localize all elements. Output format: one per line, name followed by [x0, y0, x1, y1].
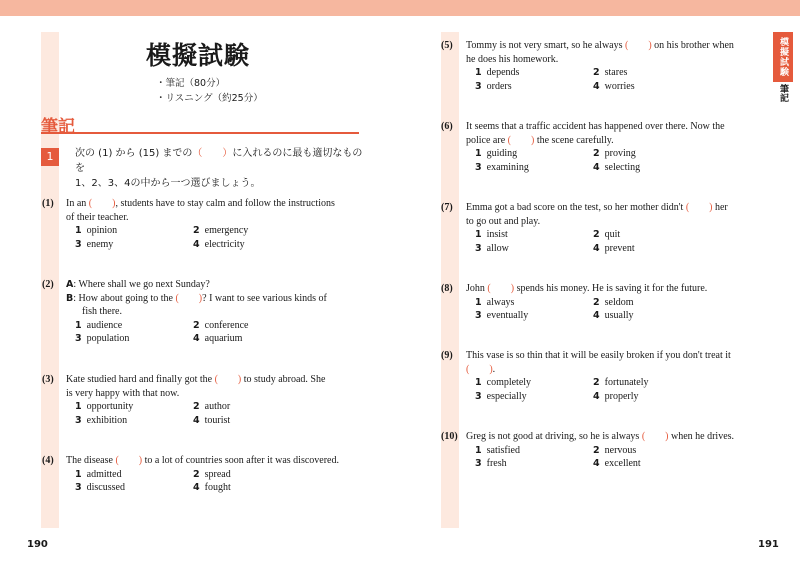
option-3[interactable]: 3 discussed — [75, 482, 125, 493]
answer-blank: ( ) — [507, 134, 535, 146]
question-1: (1) In an ( ), students have to stay calm and follow the instructions of their teacher. 1 opinion 2 emergency 3 enemy 4 electricity — [66, 197, 366, 251]
dialogue-a: A: Where shall we go next Sunday? — [66, 279, 210, 290]
option-3[interactable]: 3 allow — [475, 242, 509, 254]
question-stem: Greg is not good at driving, so he is always ( ) when he drives. — [466, 431, 735, 442]
question-stem: ( ). — [466, 363, 496, 375]
option-4[interactable]: 4 fought — [193, 482, 231, 493]
option-2[interactable]: 2 nervous — [593, 444, 637, 456]
option-2[interactable]: 2 seldom — [593, 296, 634, 308]
answer-options — [75, 400, 366, 427]
answer-options — [75, 319, 366, 346]
option-4[interactable]: 4 electricity — [193, 238, 245, 250]
question-stem: In an ( ), students have to stay calm and follow the instructions — [66, 198, 335, 209]
answer-blank: ( ) — [641, 431, 669, 442]
option-2[interactable]: 2 stares — [593, 67, 628, 78]
option-4[interactable]: 4 properly — [593, 390, 639, 402]
answer-blank: ( ) — [88, 198, 116, 209]
top-color-band — [0, 0, 800, 16]
option-4[interactable]: 4 tourist — [193, 414, 231, 426]
question-number: (9) — [441, 350, 453, 361]
subitem-writing: ・筆記（80分） — [156, 78, 226, 89]
option-2[interactable]: 2 quit — [593, 229, 621, 240]
option-3[interactable]: 3 exhibition — [75, 414, 128, 426]
answer-options — [475, 228, 766, 255]
option-2[interactable]: 2 proving — [593, 148, 636, 159]
side-index-tab[interactable]: 模擬試験 — [773, 32, 793, 82]
question-8 — [441, 282, 766, 323]
question-number: (3) — [42, 374, 54, 385]
question-10 — [441, 430, 766, 471]
option-4[interactable]: 4 excellent — [593, 458, 641, 469]
option-3[interactable]: 3 population — [75, 333, 130, 344]
option-3[interactable]: 3 enemy — [75, 238, 114, 250]
answer-options — [475, 296, 766, 323]
question-stem: John ( ) spends his money. He is saving it for the future. — [466, 283, 708, 294]
question-number: (6) — [441, 121, 453, 132]
option-3[interactable]: 3 eventually — [475, 310, 529, 321]
option-2[interactable]: 2 spread — [193, 468, 231, 480]
question-number: (5) — [441, 40, 453, 51]
question-stem: Tommy is not very smart, so he always ( ) on his brother when — [466, 40, 734, 51]
question-6: (6) It seems that a traffic accident has happened over there. Now the police are ( ) the scene carefully. 1 guiding 2 proving 3 examining 4 selecting — [466, 120, 766, 174]
blank-parenthesis: （ ） — [192, 148, 233, 159]
option-1[interactable]: 1 satisfied — [475, 444, 520, 456]
question-5: (5) Tommy is not very smart, so he always ( ) on his brother when he does his homework. 1 depends 2 stares 3 orders 4 worries — [466, 39, 766, 93]
option-4[interactable]: 4 aquarium — [193, 333, 243, 344]
question-stem: police are ( ) the scene carefully. — [466, 134, 614, 146]
page-number-right: 191 — [758, 539, 779, 550]
option-3[interactable]: 3 fresh — [475, 458, 507, 469]
option-1[interactable]: 1 guiding — [475, 148, 518, 159]
option-4[interactable]: 4 prevent — [593, 242, 635, 254]
answer-blank: ( ) — [625, 40, 652, 51]
answer-options — [475, 66, 766, 93]
question-3: (3) Kate studied hard and finally got the ( ) to study abroad. She is very happy with that now. 1 opportunity 2 author 3 exhibition 4 tourist — [66, 373, 366, 427]
answer-blank: ( ) — [115, 455, 143, 466]
option-1[interactable]: 1 insist — [475, 229, 508, 240]
option-4[interactable]: 4 usually — [593, 310, 634, 321]
subitem-listening: ・リスニング（約25分） — [156, 93, 263, 104]
question-stem: Emma got a bad score on the test, so her mother didn't ( ) her — [466, 202, 728, 213]
option-1[interactable]: 1 opportunity — [75, 401, 134, 412]
option-1[interactable]: 1 opinion — [75, 225, 118, 236]
option-2[interactable]: 2 author — [193, 401, 231, 412]
option-3[interactable]: 3 examining — [475, 161, 529, 173]
question-stem: The disease ( ) to a lot of countries soon after it was discovered. — [66, 455, 339, 466]
option-2[interactable]: 2 conference — [193, 319, 249, 331]
option-4[interactable]: 4 selecting — [593, 161, 641, 173]
question-number: (8) — [441, 283, 453, 294]
option-1[interactable]: 1 completely — [475, 377, 532, 388]
answer-blank: ( ) — [487, 283, 515, 294]
answer-options — [75, 224, 366, 251]
option-2[interactable]: 2 emergency — [193, 225, 249, 236]
answer-options — [475, 376, 766, 403]
test-sections-list — [156, 76, 263, 106]
question-4 — [42, 454, 366, 495]
option-3[interactable]: 3 orders — [475, 80, 512, 92]
question-2: (2) A: Where shall we go next Sunday? B: How about going to the ( )? I want to see various kinds of fish there. 1 audience 2 conference 3 population 4 aquarium — [66, 278, 366, 346]
side-section-label: 筆記 — [778, 84, 788, 102]
part-number-badge: 1 — [41, 148, 59, 166]
right-margin-stripe — [441, 32, 459, 528]
option-4[interactable]: 4 worries — [593, 80, 635, 92]
answer-options — [475, 444, 766, 471]
option-1[interactable]: 1 audience — [75, 319, 123, 331]
question-number: (1) — [42, 198, 54, 209]
question-7: (7) Emma got a bad score on the test, so her mother didn't ( ) her to go out and play. 1 insist 2 quit 3 allow 4 prevent — [466, 201, 766, 255]
answer-blank: ( ) — [175, 292, 203, 304]
question-stem: Kate studied hard and finally got the ( ) to study abroad. She — [66, 374, 326, 385]
dialogue-b: B: How about going to the ( )? I want to see various kinds of — [66, 292, 327, 304]
option-1[interactable]: 1 always — [475, 296, 515, 308]
question-number: (2) — [42, 279, 54, 290]
option-2[interactable]: 2 fortunately — [593, 377, 649, 388]
question-9: (9) This vase is so thin that it will be easily broken if you don't treat it ( ). 1 completely 2 fortunately 3 especially 4 properly — [466, 349, 766, 403]
option-1[interactable]: 1 admitted — [75, 468, 122, 480]
instructions: 次の (1) から (15) までの（ ）に入れるのに最も適切なものを 1、2、3、4の中から一つ選びましょう。 — [75, 148, 363, 189]
page-number-left: 190 — [27, 539, 48, 550]
question-number: (7) — [441, 202, 453, 213]
answer-blank: ( ) — [214, 374, 242, 385]
answer-blank: ( ) — [685, 202, 713, 213]
answer-options — [475, 147, 766, 174]
option-1[interactable]: 1 depends — [475, 67, 520, 78]
section-heading: 筆記 — [41, 112, 359, 134]
answer-blank: ( ) — [466, 363, 493, 375]
option-3[interactable]: 3 especially — [475, 390, 527, 402]
answer-options — [75, 468, 366, 495]
question-number: (10) — [441, 431, 458, 442]
question-number: (4) — [42, 455, 54, 466]
page-title: 模擬試験 — [146, 41, 251, 70]
